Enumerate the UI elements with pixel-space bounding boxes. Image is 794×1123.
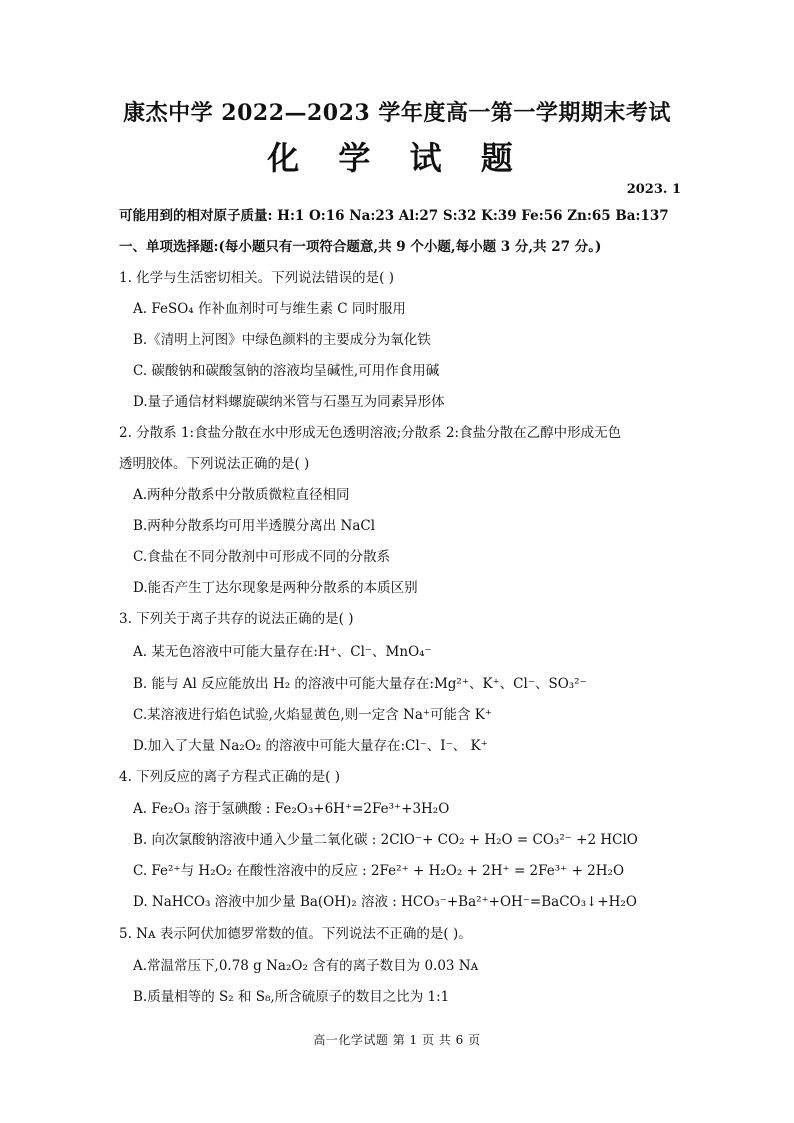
question-4-option-c: C. Fe²⁺与 H₂O₂ 在酸性溶液中的反应 : 2Fe²⁺ + H₂O₂ + 2H⁺ = 2Fe³⁺ + 2H₂O: [133, 863, 625, 879]
question-5-stem: 5. Nᴀ 表示阿伏加德罗常数的值。下列说法不正确的是( )。: [119, 926, 472, 942]
question-2-option-d: D.能否产生丁达尔现象是两种分散系的本质区别: [133, 580, 418, 596]
question-3-option-c: C.某溶液进行焰色试验,火焰显黄色,则一定含 Na⁺可能含 K⁺: [133, 707, 493, 723]
exam-title: 康杰中学 2022—2023 学年度高一第一学期期末考试: [123, 100, 671, 126]
question-5-option-b: B.质量相等的 S₂ 和 S₈,所含硫原子的数目之比为 1:1: [133, 989, 450, 1005]
question-2-stem: 2. 分散系 1:食盐分散在水中形成无色透明溶液;分散系 2:食盐分散在乙醇中形成无色: [119, 425, 622, 441]
question-4-option-a: A. Fe₂O₃ 溶于氢碘酸 : Fe₂O₃+6H⁺=2Fe³⁺+3H₂O: [133, 801, 450, 817]
question-3-option-b: B. 能与 Al 反应能放出 H₂ 的溶液中可能大量存在:Mg²⁺、K⁺、Cl⁻、SO₃²⁻: [133, 676, 587, 692]
question-1-stem: 1. 化学与生活密切相关。下列说法错误的是( ): [119, 270, 394, 286]
question-2-stem-cont: 透明胶体。下列说法正确的是( ): [119, 456, 310, 472]
question-1-option-d: D.量子通信材料螺旋碳纳米管与石墨互为同素异形体: [133, 394, 445, 410]
question-5-option-a: A.常温常压下,0.78 g Na₂O₂ 含有的离子数目为 0.03 Nᴀ: [133, 958, 479, 974]
question-3-stem: 3. 下列关于离子共存的说法正确的是( ): [119, 611, 354, 627]
question-2-option-b: B.两种分散系均可用半透膜分离出 NaCl: [133, 518, 376, 534]
question-2-option-c: C.食盐在不同分散剂中可形成不同的分散系: [133, 549, 391, 565]
question-3-option-d: D.加入了大量 Na₂O₂ 的溶液中可能大量存在:Cl⁻、I⁻、 K⁺: [133, 738, 488, 754]
exam-date: 2023. 1: [626, 182, 681, 197]
question-2-option-a: A.两种分散系中分散质微粒直径相同: [133, 487, 350, 503]
page-footer: 高一化学试题 第 1 页 共 6 页: [313, 1033, 481, 1047]
question-3-option-a: A. 某无色溶液中可能大量存在:H⁺、Cl⁻、MnO₄⁻: [133, 644, 432, 660]
atomic-masses: 可能用到的相对原子质量: H:1 O:16 Na:23 Al:27 S:32 K:39 Fe:56 Zn:65 Ba:137: [119, 208, 669, 224]
question-4-option-b: B. 向次氯酸钠溶液中通入少量二氧化碳 : 2ClO⁻+ CO₂ + H₂O = CO₃²⁻ +2 HClO: [133, 832, 638, 848]
question-4-stem: 4. 下列反应的离子方程式正确的是( ): [119, 769, 340, 785]
subject-title: 化 学 试 题: [267, 139, 527, 177]
section-heading: 一、单项选择题:(每小题只有一项符合题意,共 9 个小题,每小题 3 分,共 27 分。): [119, 239, 602, 255]
question-1-option-c: C. 碳酸钠和碳酸氢钠的溶液均呈碱性,可用作食用碱: [133, 363, 440, 379]
question-4-option-d: D. NaHCO₃ 溶液中加少量 Ba(OH)₂ 溶液 : HCO₃⁻+Ba²⁺+OH⁻=BaCO₃↓+H₂O: [133, 894, 637, 910]
question-1-option-b: B.《清明上河图》中绿色颜料的主要成分为氧化铁: [133, 332, 431, 348]
question-1-option-a: A. FeSO₄ 作补血剂时可与维生素 C 同时服用: [133, 301, 406, 317]
